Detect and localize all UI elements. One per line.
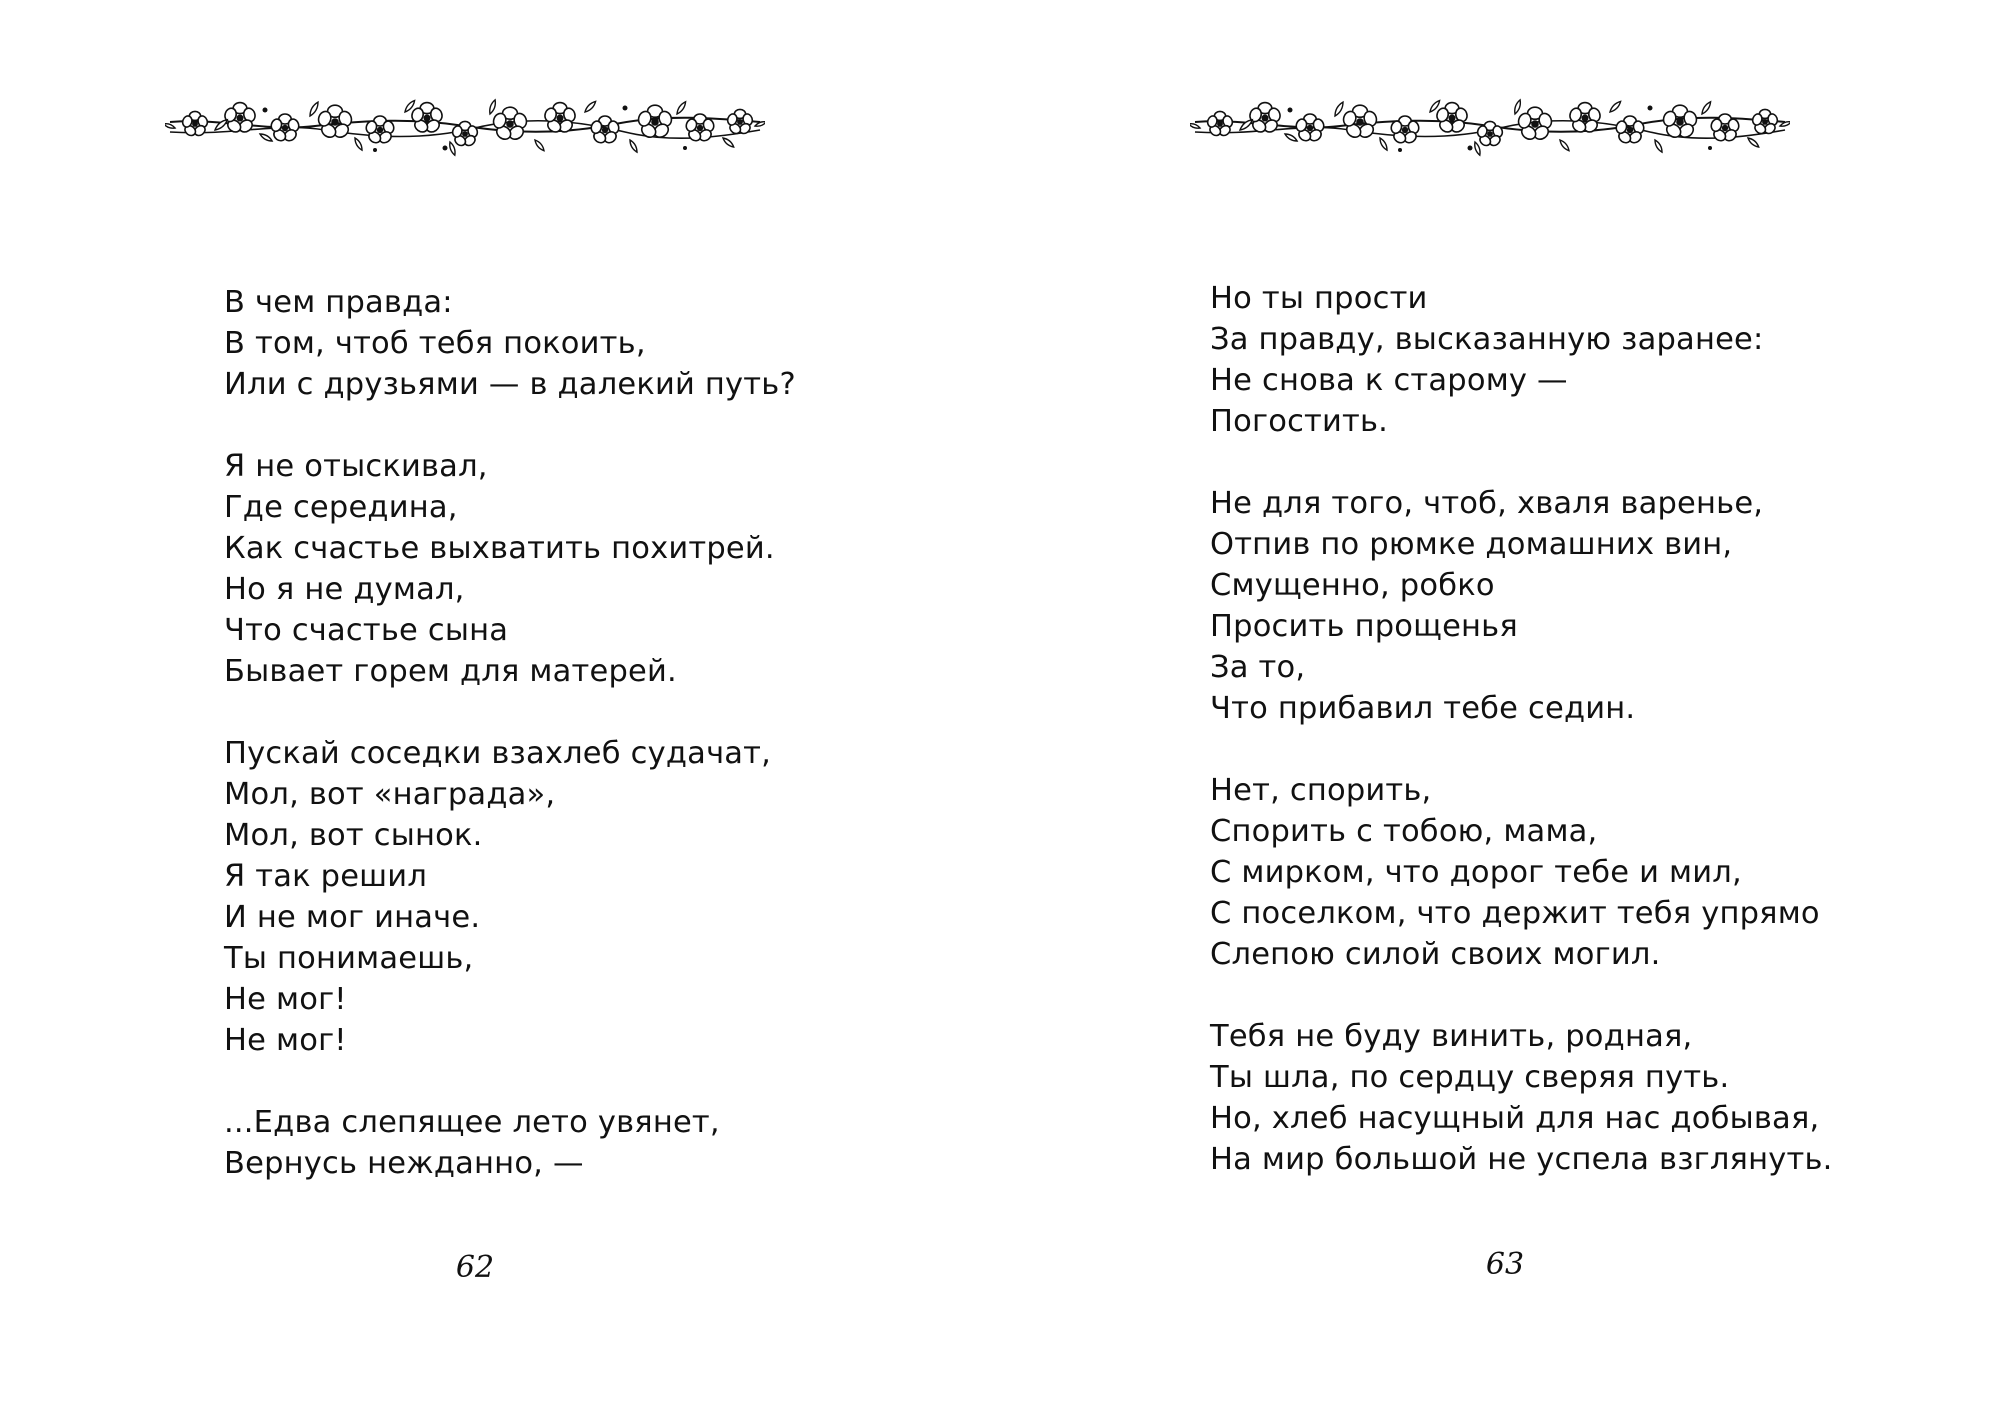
poem-line: За то, [1210, 650, 1306, 685]
poem-text [1210, 278, 1833, 1180]
poem-line: Но я не думал, [224, 572, 465, 607]
poem-line: Не мог! [224, 1023, 347, 1058]
poem-line: С мирком, что дорог тебе и мил, [1210, 855, 1742, 890]
poem-line: Тебя не буду винить, родная, [1210, 1019, 1693, 1054]
poem-line: Слепою силой своих могил. [1210, 937, 1661, 972]
page-number: 62 [455, 1250, 495, 1285]
floral-ornament-icon [1190, 88, 1790, 168]
floral-ornament-icon [165, 88, 765, 168]
poem-line: На мир большой не успела взглянуть. [1210, 1142, 1833, 1177]
poem-line: Бывает горем для матерей. [224, 654, 677, 689]
poem-line: Смущенно, робко [1210, 568, 1495, 603]
poem-line: Просить прощенья [1210, 609, 1518, 644]
poem-line: Вернусь нежданно, — [224, 1146, 584, 1181]
poem-line: Мол, вот «награда», [224, 777, 556, 812]
poem-line: Спорить с тобою, мама, [1210, 814, 1598, 849]
poem-line: Не снова к старому — [1210, 363, 1568, 398]
poem-line: Погостить. [1210, 404, 1389, 439]
stanza-break [1210, 442, 1833, 483]
stanza-break [1210, 729, 1833, 770]
stanza-break [224, 405, 796, 446]
poem-line: За правду, высказанную заранее: [1210, 322, 1764, 357]
poem-line: Что счастье сына [224, 613, 509, 648]
page-number: 63 [1485, 1247, 1525, 1282]
stanza-break [1210, 975, 1833, 1016]
stanza-break [224, 692, 796, 733]
poem-text [224, 282, 796, 1184]
poem-line: В чем правда: [224, 285, 453, 320]
poem-line: Где середина, [224, 490, 458, 525]
poem-line: Но ты прости [1210, 281, 1428, 316]
poem-line: Ты шла, по сердцу сверяя путь. [1210, 1060, 1730, 1095]
right-page [1000, 0, 2000, 1414]
stanza-break [224, 1061, 796, 1102]
poem-line: Отпив по рюмке домашних вин, [1210, 527, 1733, 562]
poem-line: Или с друзьями — в далекий путь? [224, 367, 796, 402]
poem-line: Я так решил [224, 859, 428, 894]
poem-line: Пускай соседки взахлеб судачат, [224, 736, 772, 771]
poem-line: В том, чтоб тебя покоить, [224, 326, 646, 361]
poem-line: Но, хлеб насущный для нас добывая, [1210, 1101, 1820, 1136]
poem-line: Мол, вот сынок. [224, 818, 483, 853]
poem-line: С поселком, что держит тебя упрямо [1210, 896, 1820, 931]
poem-line: ...Едва слепящее лето увянет, [224, 1105, 720, 1140]
poem-line: И не мог иначе. [224, 900, 481, 935]
poem-line: Нет, спорить, [1210, 773, 1432, 808]
poem-line: Не мог! [224, 982, 347, 1017]
poem-line: Ты понимаешь, [224, 941, 474, 976]
poem-line: Что прибавил тебе седин. [1210, 691, 1636, 726]
poem-line: Не для того, чтоб, хваля варенье, [1210, 486, 1764, 521]
poem-line: Я не отыскивал, [224, 449, 488, 484]
poem-line: Как счастье выхватить похитрей. [224, 531, 775, 566]
